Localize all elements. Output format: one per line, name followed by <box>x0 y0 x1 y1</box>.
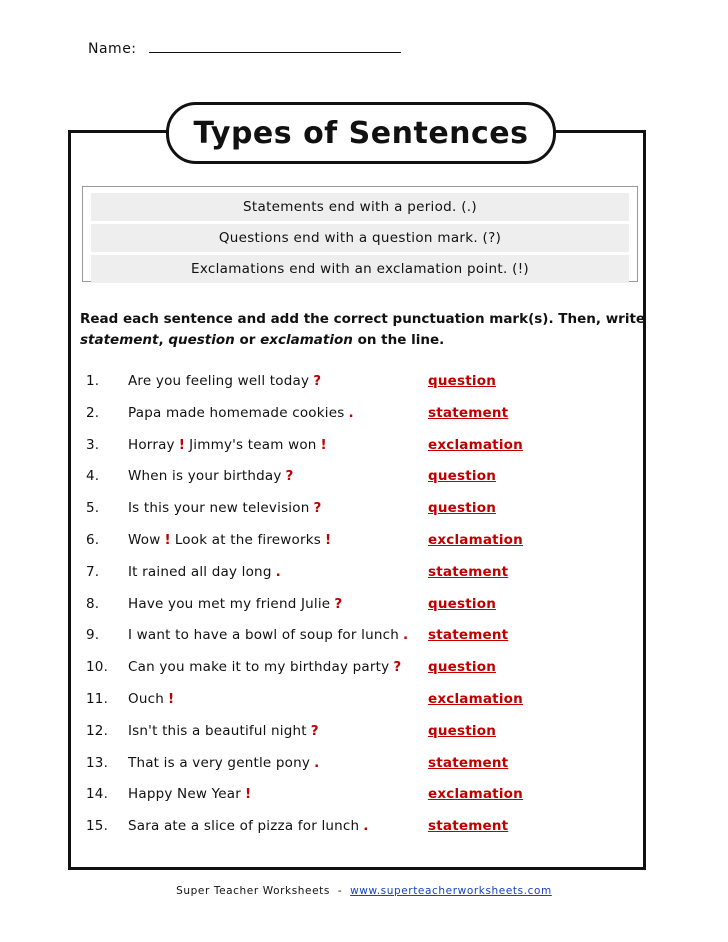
sentence-text-1: I want to have a bowl of soup for lunch <box>128 627 399 644</box>
sentence-text-1: Have you met my friend Julie <box>128 595 331 612</box>
sentence-text <box>128 500 322 516</box>
title-banner <box>166 102 556 164</box>
sentence-text-1: Ouch <box>128 690 164 707</box>
page-title: Types of Sentences <box>193 115 529 151</box>
answer-line[interactable]: statement <box>428 818 509 835</box>
item-number: 6. <box>86 531 100 548</box>
inline-punctuation: ! <box>178 436 186 453</box>
answer-line[interactable]: exclamation <box>428 786 523 803</box>
sep-comma: , <box>158 332 169 348</box>
answer-line[interactable]: statement <box>428 563 509 580</box>
end-punctuation: ! <box>244 786 252 803</box>
sentence-text-1: Isn't this a beautiful night <box>128 722 307 739</box>
name-label: Name: <box>88 41 137 57</box>
sentence-text-1: Are you feeling well today <box>128 373 310 389</box>
list-item <box>86 691 646 723</box>
answer-line[interactable]: statement <box>428 627 509 644</box>
sentence-text-1: That is a very gentle pony <box>128 754 311 771</box>
answer-line[interactable]: exclamation <box>428 436 523 453</box>
item-number: 12. <box>86 722 109 739</box>
item-number: 13. <box>86 754 109 771</box>
sentence-text-1: Is this your new television <box>128 500 310 517</box>
item-number: 5. <box>86 500 100 517</box>
answer-line[interactable]: exclamation <box>428 531 523 548</box>
item-number: 14. <box>86 786 109 803</box>
sentence-text-2: Look at the fireworks <box>174 531 322 548</box>
end-punctuation: . <box>275 563 281 580</box>
end-punctuation: . <box>363 818 369 835</box>
footer-link[interactable]: www.superteacherworksheets.com <box>350 885 552 897</box>
sentence-text <box>128 532 331 548</box>
answer-line[interactable]: statement <box>428 754 509 771</box>
footer-separator: - <box>337 885 343 897</box>
inline-punctuation: ! <box>164 531 171 548</box>
list-item <box>86 818 646 850</box>
sentence-text <box>128 786 251 802</box>
item-number: 9. <box>86 627 100 644</box>
item-number: 8. <box>86 595 100 612</box>
end-punctuation: . <box>348 404 354 421</box>
footer-brand: Super Teacher Worksheets <box>176 885 330 897</box>
end-punctuation: ? <box>285 468 294 485</box>
sep-or: or <box>234 332 261 348</box>
sentence-text <box>128 405 354 421</box>
instructions-tail: on the line. <box>352 332 445 348</box>
word-question: question <box>168 332 235 348</box>
answer-line[interactable]: question <box>428 500 497 517</box>
list-item <box>86 373 646 405</box>
list-item <box>86 500 646 532</box>
sentence-text <box>128 659 401 675</box>
word-statement: statement <box>80 332 159 348</box>
instructions-line-1: Read each sentence and add the correct punctuation mark(s). Then, write <box>80 311 646 327</box>
list-item <box>86 564 646 596</box>
item-number: 1. <box>86 373 100 389</box>
footer <box>0 885 728 897</box>
answer-line[interactable]: question <box>428 659 497 676</box>
sentence-text-1: When is your birthday <box>128 468 282 485</box>
rule-question: Questions end with a question mark. (?) <box>91 224 629 252</box>
end-punctuation: ? <box>334 595 343 612</box>
name-field <box>88 40 401 57</box>
end-punctuation: ! <box>325 531 332 548</box>
word-exclamation: exclamation <box>260 332 353 348</box>
sentence-text <box>128 373 321 389</box>
sentence-text-1: Sara ate a slice of pizza for lunch <box>128 818 360 835</box>
list-item <box>86 596 646 628</box>
item-number: 3. <box>86 436 100 453</box>
instructions <box>80 309 650 351</box>
end-punctuation: . <box>402 627 409 644</box>
sentence-text <box>128 437 327 453</box>
list-item <box>86 437 646 469</box>
item-number: 2. <box>86 404 100 421</box>
answer-line[interactable]: exclamation <box>428 690 523 707</box>
answer-line[interactable]: question <box>428 373 497 389</box>
sentence-text-1: It rained all day long <box>128 563 272 580</box>
list-item <box>86 405 646 437</box>
sentence-text-1: Horray <box>128 436 175 453</box>
answer-line[interactable]: question <box>428 722 497 739</box>
instructions-line-2 <box>80 330 650 351</box>
item-number: 11. <box>86 690 109 707</box>
list-item <box>86 723 646 755</box>
end-punctuation: ! <box>167 690 175 707</box>
item-number: 10. <box>86 659 109 676</box>
sentence-text <box>128 564 281 580</box>
sentence-text <box>128 755 319 771</box>
sentence-text <box>128 723 319 739</box>
sentence-text <box>128 596 342 612</box>
list-item <box>86 755 646 787</box>
end-punctuation: ? <box>313 500 322 517</box>
list-item <box>86 468 646 500</box>
name-blank-line[interactable] <box>149 40 401 53</box>
item-number: 4. <box>86 468 100 485</box>
end-punctuation: ? <box>310 722 319 739</box>
sentence-text-1: Papa made homemade cookies <box>128 404 345 421</box>
answer-line[interactable]: question <box>428 468 497 485</box>
sentence-text <box>128 818 369 834</box>
rule-statement: Statements end with a period. (.) <box>91 193 629 221</box>
list-item <box>86 532 646 564</box>
sentence-text-2: Jimmy's team won <box>189 436 317 453</box>
item-number: 7. <box>86 563 100 580</box>
sentence-text-1: Happy New Year <box>128 786 241 803</box>
list-item <box>86 659 646 691</box>
end-punctuation: . <box>314 754 320 771</box>
sentence-text <box>128 691 174 707</box>
sentence-list <box>86 373 646 850</box>
item-number: 15. <box>86 818 109 835</box>
rule-exclamation: Exclamations end with an exclamation point. (!) <box>91 255 629 283</box>
sentence-text <box>128 468 294 484</box>
end-punctuation: ? <box>313 373 322 389</box>
list-item <box>86 627 646 659</box>
answer-line[interactable]: statement <box>428 404 509 421</box>
sentence-text-1: Can you make it to my birthday party <box>128 659 390 676</box>
end-punctuation: ! <box>320 436 327 453</box>
answer-line[interactable]: question <box>428 595 497 612</box>
rules-box <box>82 186 638 282</box>
sentence-text <box>128 627 408 643</box>
list-item <box>86 786 646 818</box>
sentence-text-1: Wow <box>128 531 161 548</box>
end-punctuation: ? <box>393 659 402 676</box>
